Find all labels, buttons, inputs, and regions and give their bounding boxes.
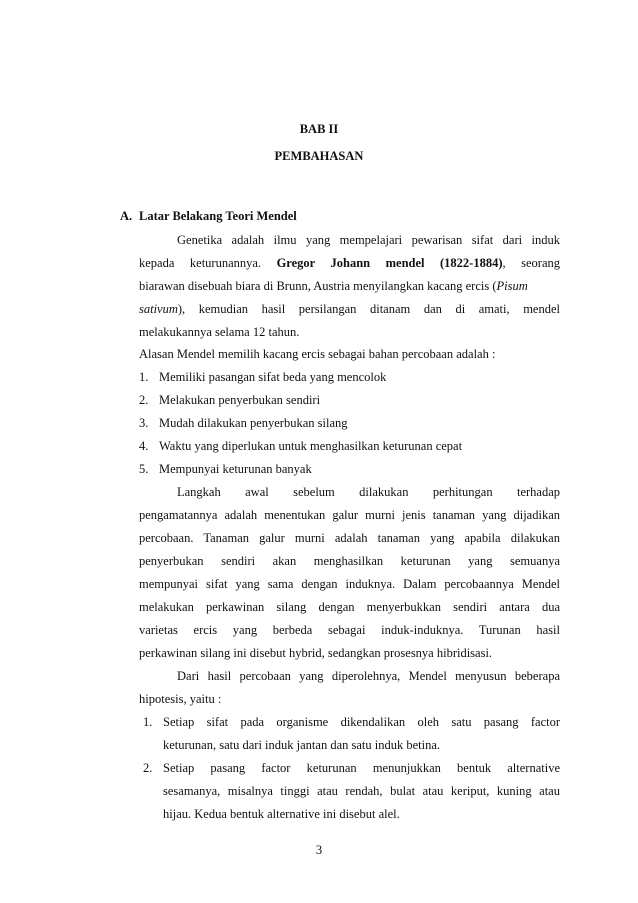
para2-line8: perkawinan silang ini disebut hybrid, sedangkan prosesnya hibridisasi. bbox=[139, 646, 493, 660]
list-number: 2. bbox=[143, 761, 153, 775]
hypothesis-line: Setiap pasang factor keturunan menunjukkan bentuk alternative bbox=[163, 761, 560, 775]
para1-line3-text: biarawan disebuah biara di Brunn, Austria menyilangkan kacang ercis ( bbox=[139, 279, 497, 293]
para1-line4 bbox=[139, 301, 560, 317]
list-number: 1. bbox=[143, 715, 153, 729]
species-name-part2: sativum bbox=[139, 302, 178, 316]
para2-line3: percobaan. Tanaman galur murni adalah tanaman yang apabila dilakukan bbox=[139, 531, 560, 545]
gregor-mendel-name: Gregor Johann mendel (1822-1884) bbox=[276, 256, 503, 270]
hypothesis-line: keturunan, satu dari induk jantan dan satu induk betina. bbox=[163, 738, 441, 752]
list-item: Mempunyai keturunan banyak bbox=[159, 462, 312, 476]
para3-line2: hipotesis, yaitu : bbox=[139, 692, 222, 706]
list-number: 2. bbox=[139, 393, 149, 407]
list-number: 3. bbox=[139, 416, 149, 430]
para1-line2 bbox=[139, 255, 560, 271]
para1-line4-text: ), kemudian hasil persilangan ditanam dan di amati, mendel bbox=[177, 302, 560, 316]
species-name-part1: Pisum bbox=[496, 279, 528, 293]
para2-line7: varietas ercis yang berbeda sebagai induk-induknya. Turunan hasil bbox=[139, 623, 560, 637]
reasons-intro: Alasan Mendel memilih kacang ercis sebagai bahan percobaan adalah : bbox=[139, 347, 496, 361]
para2-line4: penyerbukan sendiri akan menghasilkan keturunan yang semuanya bbox=[139, 554, 560, 568]
list-item: Melakukan penyerbukan sendiri bbox=[159, 393, 321, 407]
list-number: 5. bbox=[139, 462, 149, 476]
list-item: Waktu yang diperlukan untuk menghasilkan keturunan cepat bbox=[159, 439, 463, 453]
section-letter: A. bbox=[120, 209, 133, 223]
para1-line3 bbox=[139, 278, 560, 294]
list-number: 4. bbox=[139, 439, 149, 453]
para2-line5: mempunyai sifat yang sama dengan induknya. Dalam percobaannya Mendel bbox=[139, 577, 560, 591]
para2-line6: melakukan perkawinan silang dengan menyerbukkan sendiri antara dua bbox=[139, 600, 560, 614]
para1-line1: Genetika adalah ilmu yang mempelajari pewarisan sifat dari induk bbox=[177, 233, 560, 247]
list-item: Mudah dilakukan penyerbukan silang bbox=[159, 416, 348, 430]
chapter-title: PEMBAHASAN bbox=[274, 149, 364, 163]
para3-line1: Dari hasil percobaan yang diperolehnya, Mendel menyusun beberapa bbox=[177, 669, 560, 683]
para1-line2-text: kepada keturunannya. bbox=[139, 256, 262, 270]
hypothesis-line: sesamanya, misalnya tinggi atau rendah, bulat atau keriput, kuning atau bbox=[163, 784, 560, 798]
hypothesis-line: Setiap sifat pada organisme dikendalikan oleh satu pasang factor bbox=[163, 715, 560, 729]
list-item: Memiliki pasangan sifat beda yang mencolok bbox=[159, 370, 387, 384]
page-number: 3 bbox=[315, 843, 323, 857]
para1-line5: melakukannya selama 12 tahun. bbox=[139, 325, 300, 339]
chapter-heading: BAB II bbox=[299, 122, 339, 136]
para1-line2-tail: , seorang bbox=[502, 256, 561, 270]
list-number: 1. bbox=[139, 370, 149, 384]
hypothesis-line: hijau. Kedua bentuk alternative ini disebut alel. bbox=[163, 807, 400, 821]
para2-line1: Langkah awal sebelum dilakukan perhitungan terhadap bbox=[177, 485, 560, 499]
section-title: Latar Belakang Teori Mendel bbox=[139, 209, 297, 223]
para2-line2: pengamatannya adalah menentukan galur murni jenis tanaman yang dijadikan bbox=[139, 508, 560, 522]
